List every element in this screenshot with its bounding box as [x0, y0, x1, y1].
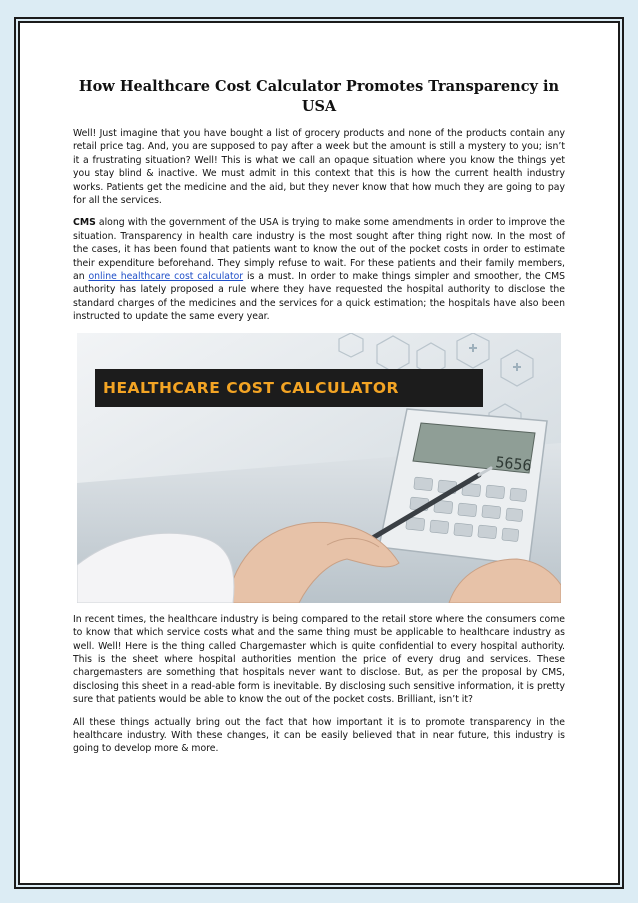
healthcare-cost-calculator-link[interactable]: online healthcare cost calculator — [88, 271, 244, 283]
calculator-banner — [95, 369, 483, 407]
paragraph-2-text-after-link: is a must. In order to make things simpler and smoother, the CMS authority has lately proposed a rule where they have requested the hospital authority to disclose the standard charges of the medicines and the services for a quick estimation; the hospitals have also been instructed to update the same every year. — [73, 271, 565, 323]
paragraph-3: In recent times, the healthcare industry is being compared to the retail store where the consumers come to know that which service costs what and the same thing must be applicable to healthcare industry as well. Well! Here is the thing called Chargemaster which is quite confidential to every hospital authority. This is the sheet where hospital authorities mention the price of every drug and services. These chargemasters are something that hospitals never want to disclose. But, as per the proposal by CMS, disclosing this sheet in a read-able form is inevitable. By disclosing such sensitive information, it is pretty sure that patients would be able to know the out of the pocket costs. Brilliant, isn’t it? — [73, 613, 565, 706]
cms-label: CMS — [73, 217, 96, 229]
article-body — [73, 77, 565, 765]
calculator-display-value: 5656 — [494, 452, 533, 475]
paragraph-4: All these things actually bring out the fact that how important it is to promote transparency in the healthcare industry. With these changes, it can be easily believed that in near future, this industry is going to develop more & more. — [73, 716, 565, 755]
paragraph-1: Well! Just imagine that you have bought a list of grocery products and none of the products contain any retail price tag. And, you are supposed to pay after a week but the amount is still a mystery to you; isn’t it a frustrating situation? Well! This is what we call an opaque situation where you know the things yet you stay blind & inactive. We must admit in this context that this is how the current health industry works. Patients get the medicine and the aid, but they never know that how much they are going to pay for all the services. — [73, 128, 565, 207]
banner-title: HEALTHCARE COST CALCULATOR — [103, 378, 399, 397]
paragraph-2-text-before-link: along with the government of the USA is trying to make some amendments in order to improve the situation. Transparency in health care industry is the most sought after thing right now. In the most of the cases, it has been found that patients want to know the out of the pocket costs in order to estimate their expenditure beforehand. They simply refuse to wait. For these patients and their family members, an — [73, 217, 565, 283]
article-title: How Healthcare Cost Calculator Promotes Transparency in USA — [78, 78, 560, 115]
page-frame — [18, 21, 620, 885]
healthcare-calculator-image — [77, 333, 561, 603]
paragraph-2 — [73, 216, 565, 323]
